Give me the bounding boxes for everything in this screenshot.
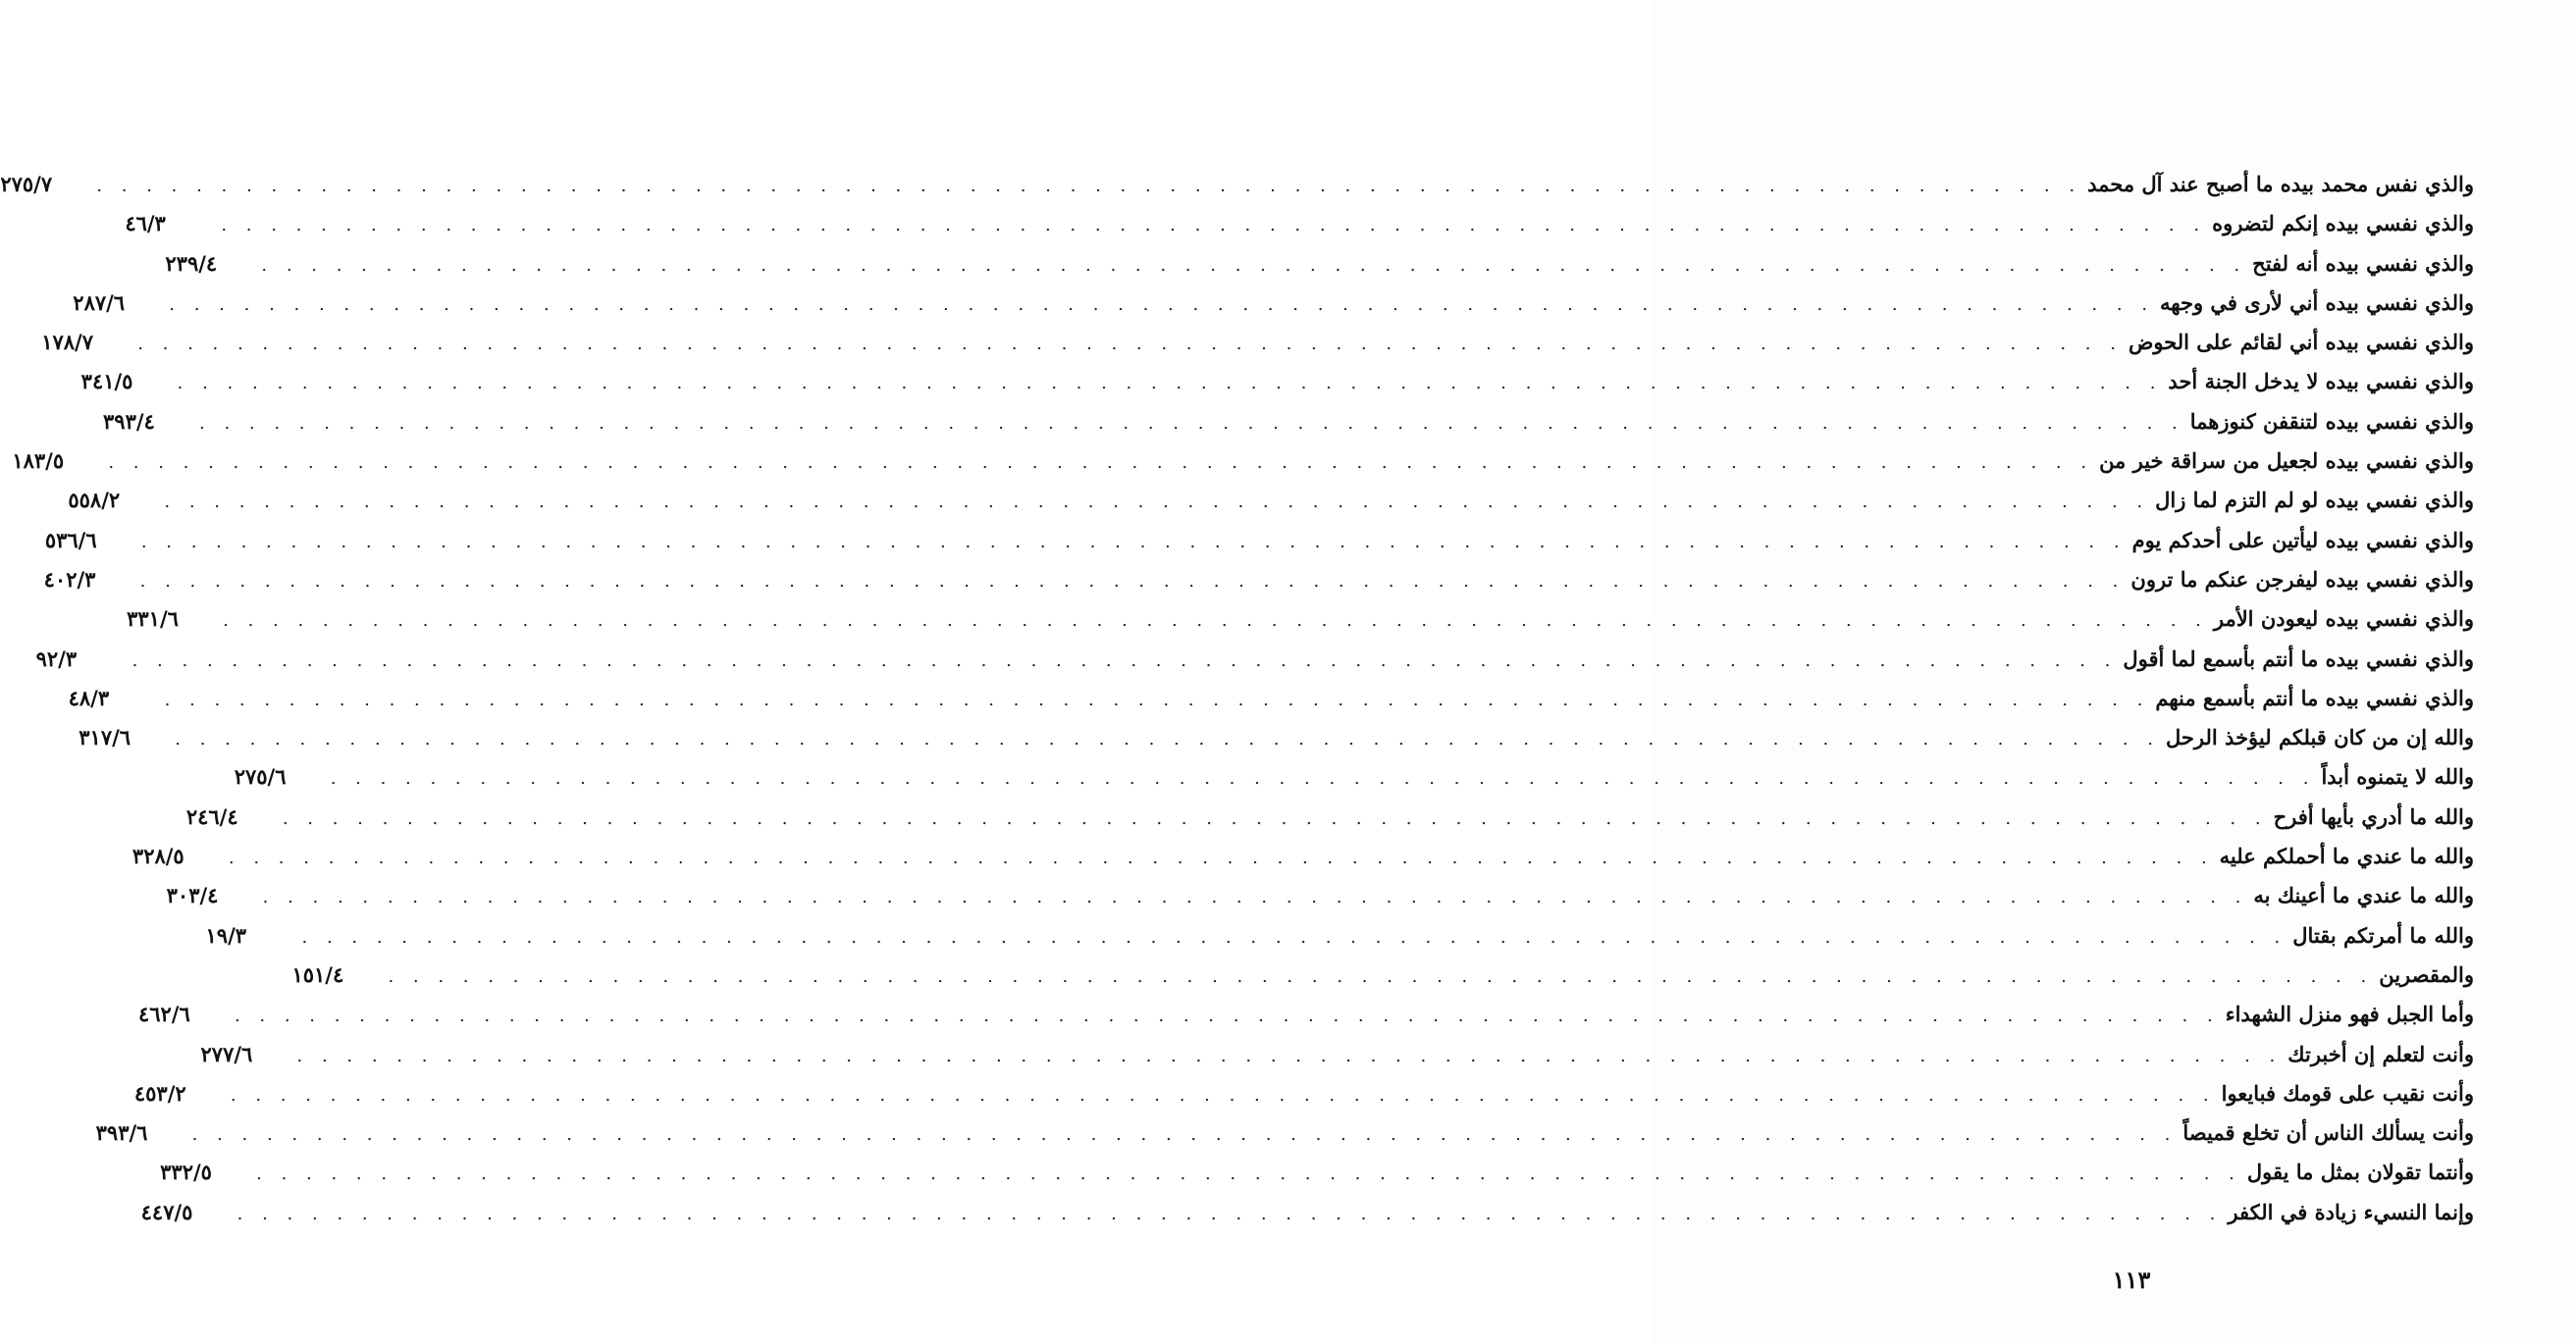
dot-leader: . . . . . . . . . . . . . . . . . . . . . . . . . . . . . . . . . . . . . . . . . . . . . . . . . . . . . . . . . . . . . . . . . . . . . . . . . . . . . . . . xyxy=(169,293,2155,315)
dot-leader: . . . . . . . . . . . . . . . . . . . . . . . . . . . . . . . . . . . . . . . . . . . . . . . . . . . . . . . . . . . . . . . . . . . . . . . . . . . . . . . . xyxy=(164,491,2150,513)
entry-reference: ٤٥٣/٢ xyxy=(133,1080,186,1106)
entry-reference: ٢٣٩/٤ xyxy=(165,250,218,276)
entry-reference: ٤٤٧/٥ xyxy=(140,1199,193,1224)
entry-text: والله ما أمرتكم بقتال xyxy=(2292,922,2474,948)
index-entry xyxy=(0,165,2474,204)
index-entry xyxy=(73,284,2474,323)
dot-leader: . . . . . . . . . . . . . . . . . . . . . . . . . . . . . . . . . . . . . . . . . . . . . . . . . . . . . . . . . . . . . . . . . . . . . . . . . . . . . . . . xyxy=(223,610,2208,632)
index-entry xyxy=(166,876,2474,915)
dot-leader: . . . . . . . . . . . . . . . . . . . . . . . . . . . . . . . . . . . . . . . . . . . . . . . . . . . . . . . . . . . . . . . . . . . . . . . . . . . . . . . . xyxy=(140,531,2127,552)
entry-text: والذي نفسي بيده أني لأرى في وجهه xyxy=(2160,289,2474,315)
dot-leader: . . . . . . . . . . . . . . . . . . . . . . . . . . . . . . . . . . . . . . . . . . . . . . . . . . . . . . . . . . . . . . . . . . . . . . . . . . . . . . . . xyxy=(175,729,2161,750)
entry-reference: ٤٠٢/٣ xyxy=(43,566,96,592)
entry-text: وأنت نقيب على قومك فبايعوا xyxy=(2221,1080,2474,1106)
index-entry xyxy=(291,956,2474,995)
dot-leader: . . . . . . . . . . . . . . . . . . . . . . . . . . . . . . . . . . . . . . . . . . . . . . . . . . . . . . . . . . . . . . . . . . . . . . . . . . . . . . . . xyxy=(131,649,2118,671)
dot-leader: . . . . . . . . . . . . . . . . . . . . . . . . . . . . . . . . . . . . . . . . . . . . . . . . . . . . . . . . . . . . . . . . . . . . . . . . . . . . . . . . xyxy=(137,334,2123,355)
index-entry xyxy=(43,560,2474,599)
entry-text: والذي نفسي بيده لجعيل من سراقة خير من xyxy=(2099,448,2474,474)
index-entry xyxy=(200,1035,2474,1074)
entry-reference: ٣٩٣/٦ xyxy=(95,1120,148,1146)
dot-leader: . . . . . . . . . . . . . . . . . . . . . . . . . . . . . . . . . . . . . . . . . . . . . . . . . . . . . . . . . . . . . . . . . . . . . . . . . . . . . . . . xyxy=(228,848,2214,869)
index-entry xyxy=(95,1113,2474,1153)
entry-reference: ٣١٧/٦ xyxy=(79,725,131,750)
dot-leader: . . . . . . . . . . . . . . . . . . . . . . . . . . . . . . . . . . . . . . . . . . . . . . . . . . . . . . . . . . . . . . . . . . . . . . . . . . . . . . . . xyxy=(388,965,2374,987)
entry-text: والذي نفسي بيده أني لقائم على الحوض xyxy=(2128,330,2474,355)
index-entry xyxy=(131,837,2474,876)
entry-text: والذي نفسي بيده ليأتين على أحدكم يوم xyxy=(2131,527,2474,552)
entry-reference: ٢٧٥/٦ xyxy=(234,764,287,790)
page-number: ١١٣ xyxy=(2112,1266,2151,1294)
entry-reference: ٢٧٧/٦ xyxy=(200,1041,253,1066)
dot-leader: . . . . . . . . . . . . . . . . . . . . . . . . . . . . . . . . . . . . . . . . . . . . . . . . . . . . . . . . . . . . . . . . . . . . . . . . . . . . . . . . xyxy=(96,176,2082,196)
index-entry xyxy=(125,204,2474,243)
entry-reference: ٩٢/٣ xyxy=(35,646,78,671)
dot-leader: . . . . . . . . . . . . . . . . . . . . . . . . . . . . . . . . . . . . . . . . . . . . . . . . . . . . . . . . . . . . . . . . . . . . . . . . . . . . . . . . xyxy=(108,452,2094,474)
entry-text: والذي نفسي بيده أنه لفتح xyxy=(2252,250,2474,276)
index-entry xyxy=(185,798,2474,837)
index-entry xyxy=(41,323,2474,362)
index-entry xyxy=(137,995,2474,1034)
entry-text: والذي نفسي بيده ما أنتم بأسمع لما أقول xyxy=(2123,646,2474,671)
entry-text: والذي نفسي بيده لتنقفن كنوزهما xyxy=(2189,408,2474,434)
entry-text: وأما الجبل فهو منزل الشهداء xyxy=(2225,1002,2474,1027)
entry-text: وأنتما تقولان بمثل ما يقول xyxy=(2246,1160,2474,1185)
index-entry xyxy=(140,1193,2474,1232)
dot-leader: . . . . . . . . . . . . . . . . . . . . . . . . . . . . . . . . . . . . . . . . . . . . . . . . . . . . . . . . . . . . . . . . . . . . . . . . . . . . . . . . xyxy=(177,373,2163,394)
entry-reference: ٢٨٧/٦ xyxy=(73,289,126,315)
entry-reference: ١٧٨/٧ xyxy=(41,330,93,355)
entry-reference: ٣٤١/٥ xyxy=(80,369,133,394)
dot-leader: . . . . . . . . . . . . . . . . . . . . . . . . . . . . . . . . . . . . . . . . . . . . . . . . . . . . . . . . . . . . . . . . . . . . . . . . . . . . . . . . xyxy=(230,1084,2216,1106)
index-entry xyxy=(79,718,2474,757)
index-entry xyxy=(127,599,2474,639)
dot-leader: . . . . . . . . . . . . . . . . . . . . . . . . . . . . . . . . . . . . . . . . . . . . . . . . . . . . . . . . . . . . . . . . . . . . . . . . . . . . . . . . xyxy=(282,807,2268,829)
dot-leader: . . . . . . . . . . . . . . . . . . . . . . . . . . . . . . . . . . . . . . . . . . . . . . . . . . . . . . . . . . . . . . . . . . . . . . . . . . . . . . . . xyxy=(296,1045,2283,1066)
entry-text: والمقصرين xyxy=(2379,961,2474,987)
entry-text: والله إن من كان قبلكم ليؤخذ الرحل xyxy=(2166,725,2474,750)
entry-reference: ٣٢٨/٥ xyxy=(131,844,184,869)
entry-text: والذي نفسي بيده إنكم لتضروه xyxy=(2212,211,2474,236)
entry-reference: ٢٤٦/٤ xyxy=(185,803,238,829)
index-entry xyxy=(12,441,2474,481)
dot-leader: . . . . . . . . . . . . . . . . . . . . . . . . . . . . . . . . . . . . . . . . . . . . . . . . . . . . . . . . . . . . . . . . . . . . . . . . . . . . . . . . xyxy=(256,1163,2241,1185)
entry-text: والله ما عندي ما أحملكم عليه xyxy=(2219,844,2474,869)
entry-reference: ٤٦٢/٦ xyxy=(137,1002,190,1027)
index-entry xyxy=(68,679,2474,718)
entry-text: والله لا يتمنوه أبداً xyxy=(2321,764,2474,790)
entry-text: وأنت يسألك الناس أن تخلع قميصاً xyxy=(2182,1120,2474,1146)
entry-text: والله ما عندي ما أعينك به xyxy=(2253,883,2474,908)
entry-text: والذي نفسي بيده ما أنتم بأسمع منهم xyxy=(2155,685,2474,710)
entry-reference: ٥٥٨/٢ xyxy=(68,488,121,513)
entry-text: والله ما أدري بأيها أفرح xyxy=(2273,803,2474,829)
entry-text: والذي نفسي بيده لا يدخل الجنة أحد xyxy=(2168,369,2474,394)
entry-reference: ١٨٣/٥ xyxy=(12,448,65,474)
dot-leader: . . . . . . . . . . . . . . . . . . . . . . . . . . . . . . . . . . . . . . . . . . . . . . . . . . . . . . . . . . . . . . . . . . . . . . . . . . . . . . . . xyxy=(237,1203,2223,1224)
hadith-index-list xyxy=(0,165,2474,1232)
dot-leader: . . . . . . . . . . . . . . . . . . . . . . . . . . . . . . . . . . . . . . . . . . . . . . . . . . . . . . . . . . . . . . . . . . . . . . . . . . . . . . . . xyxy=(330,768,2316,790)
entry-reference: ٣٠٣/٤ xyxy=(166,883,219,908)
dot-leader: . . . . . . . . . . . . . . . . . . . . . . . . . . . . . . . . . . . . . . . . . . . . . . . . . . . . . . . . . . . . . . . . . . . . . . . . . . . . . . . . xyxy=(262,887,2248,908)
dot-leader: . . . . . . . . . . . . . . . . . . . . . . . . . . . . . . . . . . . . . . . . . . . . . . . . . . . . . . . . . . . . . . . . . . . . . . . . . . . . . . . . xyxy=(261,254,2247,276)
dot-leader: . . . . . . . . . . . . . . . . . . . . . . . . . . . . . . . . . . . . . . . . . . . . . . . . . . . . . . . . . . . . . . . . . . . . . . . . . . . . . . . . xyxy=(234,1006,2220,1027)
index-entry xyxy=(133,1074,2474,1113)
dot-leader: . . . . . . . . . . . . . . . . . . . . . . . . . . . . . . . . . . . . . . . . . . . . . . . . . . . . . . . . . . . . . . . . . . . . . . . . . . . . . . . . xyxy=(301,926,2287,948)
entry-reference: ٤٨/٣ xyxy=(68,685,110,710)
entry-text: والذي نفسي بيده ليعودن الأمر xyxy=(2213,606,2474,632)
index-entry xyxy=(234,757,2474,797)
entry-text: والذي نفسي بيده لو لم التزم لما زال xyxy=(2155,488,2474,513)
index-entry xyxy=(160,1153,2474,1192)
dot-leader: . . . . . . . . . . . . . . . . . . . . . . . . . . . . . . . . . . . . . . . . . . . . . . . . . . . . . . . . . . . . . . . . . . . . . . . . . . . . . . . . xyxy=(191,1124,2178,1146)
index-entry xyxy=(35,640,2474,679)
index-entry xyxy=(80,362,2474,401)
entry-text: وأنت لتعلم إن أخبرتك xyxy=(2287,1041,2474,1066)
dot-leader: . . . . . . . . . . . . . . . . . . . . . . . . . . . . . . . . . . . . . . . . . . . . . . . . . . . . . . . . . . . . . . . . . . . . . . . . . . . . . . . . xyxy=(164,689,2150,710)
entry-reference: ٣٩٣/٤ xyxy=(103,408,155,434)
entry-reference: ١٩/٣ xyxy=(205,922,247,948)
entry-text: وإنما النسيء زيادة في الكفر xyxy=(2228,1199,2474,1224)
entry-reference: ١٥١/٤ xyxy=(291,961,344,987)
entry-reference: ٤٦/٣ xyxy=(125,211,166,236)
dot-leader: . . . . . . . . . . . . . . . . . . . . . . . . . . . . . . . . . . . . . . . . . . . . . . . . . . . . . . . . . . . . . . . . . . . . . . . . . . . . . . . . xyxy=(221,215,2207,236)
entry-text: والذي نفسي بيده ليفرجن عنكم ما ترون xyxy=(2130,566,2474,592)
entry-reference: ٣٣٢/٥ xyxy=(160,1160,212,1185)
index-entry xyxy=(165,244,2474,284)
entry-text: والذي نفس محمد بيده ما أصبح عند آل محمد xyxy=(2087,172,2474,196)
entry-reference: ٥٣٦/٦ xyxy=(44,527,97,552)
entry-reference: ٢٧٥/٧ xyxy=(0,172,53,196)
index-entry xyxy=(103,402,2474,441)
index-entry xyxy=(44,521,2474,560)
dot-leader: . . . . . . . . . . . . . . . . . . . . . . . . . . . . . . . . . . . . . . . . . . . . . . . . . . . . . . . . . . . . . . . . . . . . . . . . . . . . . . . . xyxy=(139,570,2126,592)
index-entry xyxy=(205,916,2474,956)
entry-reference: ٣٣١/٦ xyxy=(127,606,179,632)
index-entry xyxy=(68,481,2474,520)
dot-leader: . . . . . . . . . . . . . . . . . . . . . . . . . . . . . . . . . . . . . . . . . . . . . . . . . . . . . . . . . . . . . . . . . . . . . . . . . . . . . . . . xyxy=(199,412,2184,434)
